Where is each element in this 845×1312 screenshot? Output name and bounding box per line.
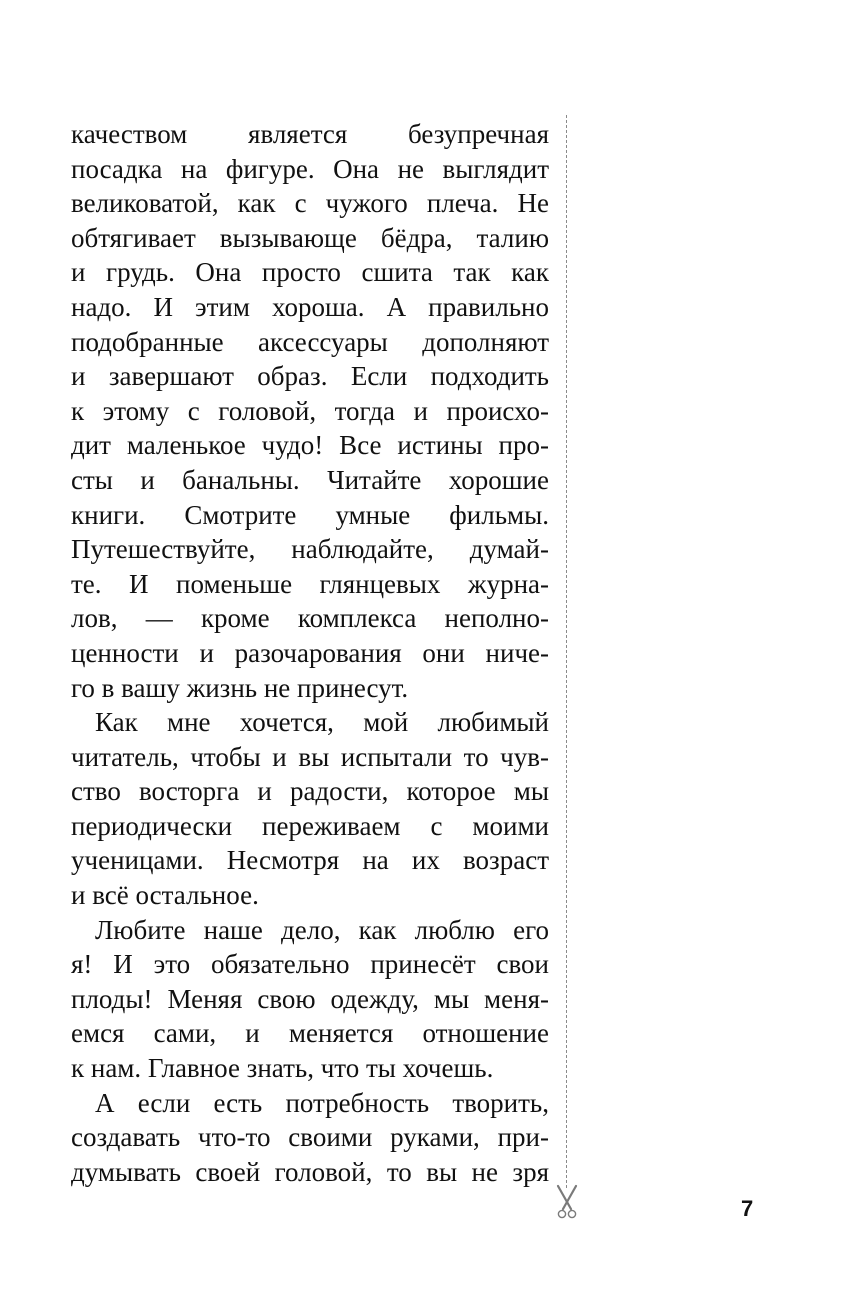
paragraph-2 xyxy=(71,705,549,913)
text-line: ценности и разочарования они ниче- xyxy=(71,637,549,668)
text-line: ученицами. Несмотря на их возраст xyxy=(71,845,549,876)
text-line: сты и банальны. Читайте хорошие xyxy=(71,464,549,495)
text-line: А если есть потребность творить, xyxy=(95,1087,549,1118)
text-line: и грудь. Она просто сшита так как xyxy=(71,257,549,288)
page-number: 7 xyxy=(741,1196,754,1221)
text-line: периодически переживаем с моими xyxy=(71,810,549,841)
text-line: надо. И этим хороша. А правильно xyxy=(71,291,549,322)
text-line: ство восторга и радости, которое мы xyxy=(71,776,549,807)
text-line: и завершают образ. Если подходить xyxy=(71,361,549,392)
text-line: дит маленькое чудо! Все истины про- xyxy=(71,430,549,461)
scissors-icon xyxy=(556,1184,578,1220)
page-body-text xyxy=(71,117,549,1189)
text-line: создавать что-то своими руками, при- xyxy=(71,1122,549,1153)
text-line: те. И поменьше глянцевых журна- xyxy=(71,568,549,599)
text-line: лов, — кроме комплекса неполно- xyxy=(71,603,549,634)
paragraph-1 xyxy=(71,117,549,705)
text-line: обтягивает вызывающе бёдра, талию xyxy=(71,222,549,253)
text-line: емся сами, и меняется отношение xyxy=(71,1018,549,1049)
text-line: читатель, чтобы и вы испытали то чув- xyxy=(71,741,549,772)
text-line: к этому с головой, тогда и происхо- xyxy=(71,395,549,426)
text-line: думывать своей головой, то вы не зря xyxy=(71,1156,549,1187)
text-line: к нам. Главное знать, что ты хочешь. xyxy=(71,1053,494,1084)
text-line: Любите наше дело, как люблю его xyxy=(95,914,549,945)
text-line: Путешествуйте, наблюдайте, думай- xyxy=(71,534,549,565)
paragraph-3 xyxy=(71,913,549,1086)
dashed-cut-line xyxy=(566,115,567,1188)
text-line: и всё остальное. xyxy=(71,880,259,911)
text-line: я! И это обязательно принесёт свои xyxy=(71,949,549,980)
text-line: го в вашу жизнь не принесут. xyxy=(71,672,409,703)
text-line: качеством является безупречная xyxy=(71,119,549,149)
text-line: Как мне хочется, мой любимый xyxy=(95,707,549,738)
text-line: книги. Смотрите умные фильмы. xyxy=(71,499,549,530)
text-line: плоды! Меняя свою одежду, мы меня- xyxy=(71,983,549,1014)
text-line: подобранные аксессуары дополняют xyxy=(71,326,549,357)
text-line: великоватой, как с чужого плеча. Не xyxy=(71,188,549,219)
paragraph-4 xyxy=(71,1086,549,1190)
text-line: посадка на фигуре. Она не выглядит xyxy=(71,153,549,184)
